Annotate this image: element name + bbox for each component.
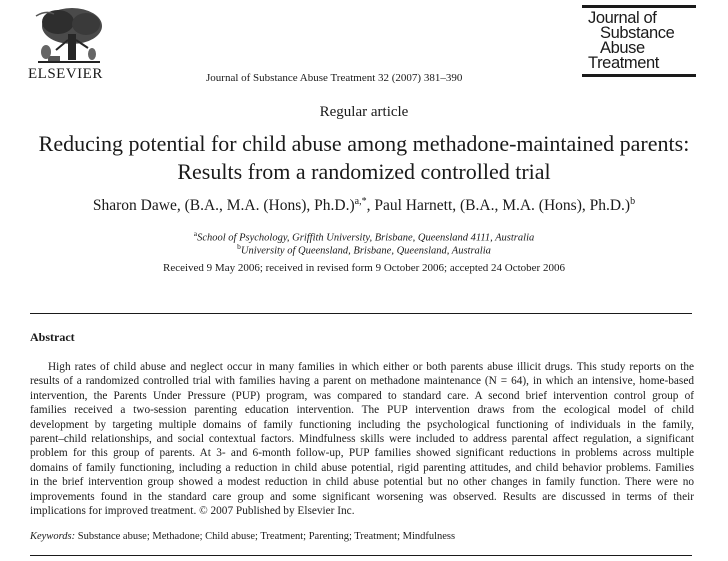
abstract-line: intervention, the Parents Under Pressure (PUP) program, was compared to standard care. A second brief intervention control group of <box>30 389 694 402</box>
article-type: Regular article <box>319 104 409 120</box>
keywords-label: Keywords: <box>30 531 76 542</box>
abstract-line: development by targeting multiple domains of family functioning including the psychological functioning of individuals in the family, <box>30 418 694 431</box>
affiliation-text: University of Queensland, Brisbane, Queensland, Australia <box>240 245 491 257</box>
elsevier-tree-icon <box>28 6 108 66</box>
article-title-line: Results from a randomized controlled trial <box>177 159 551 184</box>
abstract-line: improvements found in the standard care group and some significant worsening was observed. Results are discussed in terms of their <box>30 490 694 503</box>
abstract-line: families received a two-session parenting education intervention. The PUP intervention draws from the ecological model of child <box>30 404 694 417</box>
abstract-body <box>30 360 694 518</box>
journal-logo-top-rule <box>582 5 696 8</box>
author-separator: , <box>366 197 375 215</box>
author-name: Paul Harnett, (B.A., M.A. (Hons), Ph.D.) <box>374 197 631 215</box>
abstract-line: results of a randomized controlled trial with families having a parent on methadone maintenance (N = 64), in which an intensive, home-based <box>30 375 694 388</box>
elsevier-logo <box>28 6 108 66</box>
journal-logo-line: Treatment <box>588 54 659 72</box>
affiliation-marker: a <box>193 229 198 238</box>
journal-logo-line: Journal of <box>588 9 657 27</box>
author-list <box>0 196 728 215</box>
journal-logo-title <box>586 11 674 71</box>
journal-logo-line: Abuse <box>600 39 645 57</box>
affiliation-marker: b <box>237 242 241 251</box>
affiliation-text: School of Psychology, Griffith University, Brisbane, Queensland 4111, Australia <box>197 232 535 244</box>
abstract-line: implications for improved treatment. © 2007 Published by Elsevier Inc. <box>30 505 355 518</box>
abstract-heading: Abstract <box>30 330 75 344</box>
journal-citation: Journal of Substance Abuse Treatment 32 (2007) 381–390 <box>206 72 463 84</box>
author-name: Sharon Dawe, (B.A., M.A. (Hons), Ph.D.) <box>92 197 355 215</box>
abstract-line: High rates of child abuse and neglect occur in many families in which either or both parents abuse illicit drugs. This study reports on the <box>48 361 694 373</box>
journal-logo <box>582 5 696 77</box>
abstract-line: domains of family functioning, including a reduction in child abuse potential, rigid parenting attitudes, and child behavior problems. Families <box>30 461 694 474</box>
abstract-line: in the brief intervention group showed a modest reduction in child abuse potential but no other changes in family function. There were no <box>30 476 694 489</box>
received-dates: Received 9 May 2006; received in revised form 9 October 2006; accepted 24 October 2006 <box>163 262 565 274</box>
journal-logo-line: Substance <box>600 24 675 42</box>
abstract-line: parent–child relationships, and social contextual factors. Mindfulness skills were included to address parental affect regulation, a significant <box>30 433 694 446</box>
author-affiliation-marker: a,* <box>354 196 367 207</box>
divider <box>30 313 692 314</box>
journal-logo-bottom-rule <box>582 74 696 77</box>
article-title <box>0 130 728 186</box>
article-title-line: Reducing potential for child abuse among methadone-maintained parents: <box>38 131 690 156</box>
publisher-name: ELSEVIER <box>28 66 103 82</box>
keywords-text: Substance abuse; Methadone; Child abuse; Treatment; Parenting; Treatment; Mindfulness <box>77 531 456 542</box>
divider <box>30 555 692 556</box>
author-affiliation-marker: b <box>630 196 636 207</box>
keywords <box>30 531 455 542</box>
affiliation <box>0 242 728 257</box>
abstract-line: problem for this group of parents. At 3- and 6-month follow-up, PUP families showed significant reductions in problems across multiple <box>30 447 694 460</box>
